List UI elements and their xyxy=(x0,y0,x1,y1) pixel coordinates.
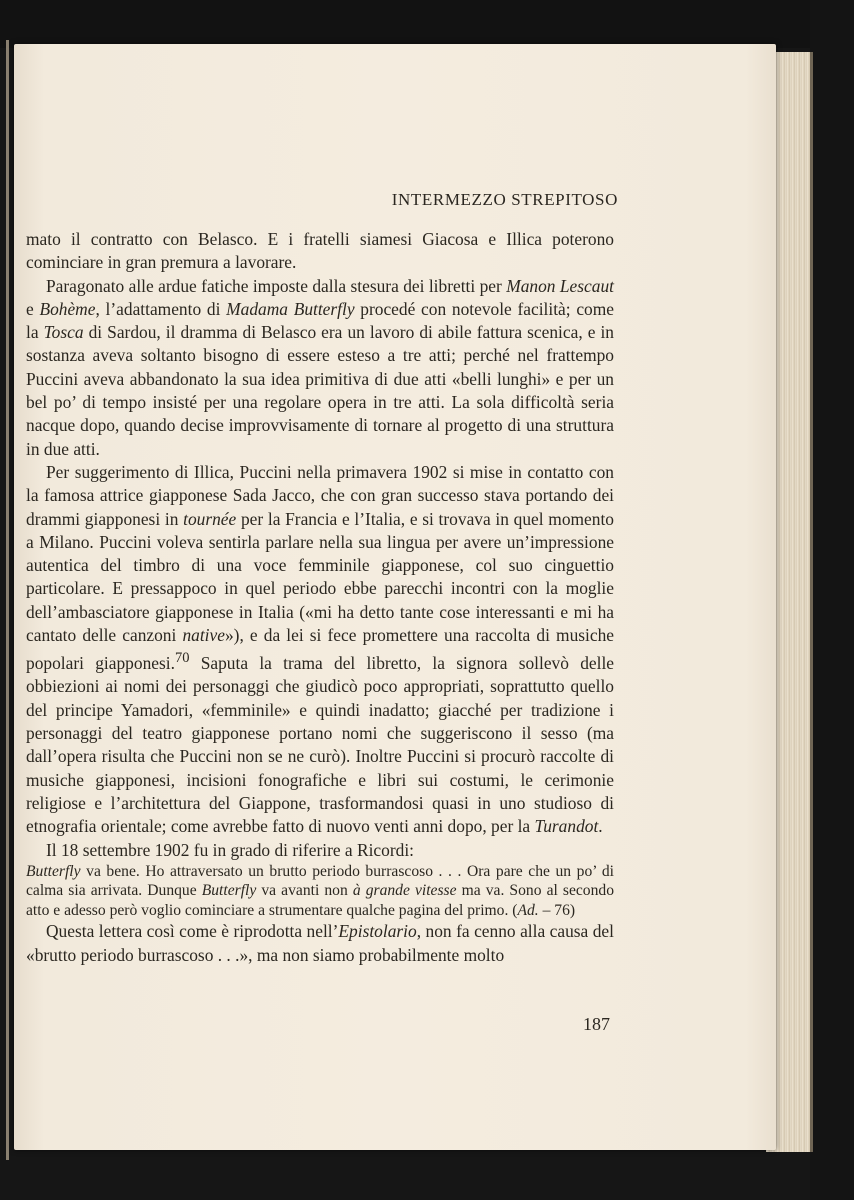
paragraph: Per suggerimento di Illica, Puccini nella primavera 1902 si mise in contatto con la famosa attrice giapponese Sada Jacco, che con gran successo stava portando dei drammi giapponesi in tournée per la Francia e l’Italia, e si trovava in quel momento a Milano. Puccini voleva sentirla parlare nella sua lingua per avere un’impressione autentica del timbro di una voce femminile giapponese, col suo cinguettio particolare. E pressappoco in quel periodo ebbe parecchi incontri con la moglie dell’ambasciatore giapponese in Italia («mi ha detto tante cose interessanti e mi ha cantato delle canzoni native»), e da lei si fece promettere una raccolta di musiche popolari giapponesi.$^{70}$ Saputa la trama del libretto, la signora sollevò delle obbiezioni ai nomi dei personaggi che giudicò poco appropriati, soprattutto quello del principe Yamadori, «femminile» e quindi inadatto; giacché per tradizione i personaggi del teatro giapponese portano nomi che suggeriscono il sesso (ma dall’opera risulta che Puccini non se ne curò). Inoltre Puccini si procurò raccolte di musiche giapponesi, incisioni fonografiche e libri sui costumi, le cerimonie religiose e l’architettura del Giappone, trasformandosi quasi in uno studioso di etnografia orientale; come avrebbe fatto di nuovo venti anni dopo, per la Turandot. xyxy=(26,461,615,837)
page-number: 187 xyxy=(583,1014,610,1034)
paragraph: Il 18 settembre 1902 fu in grado di riferire a Ricordi: xyxy=(46,839,414,860)
book-spine-edge xyxy=(6,40,9,1160)
paragraph: Paragonato alle ardue fatiche imposte dalla stesura dei libretti per Manon Lescaut e Bohème, l’adattamento di Madama Butterfly procedé con notevole facilità; come la Tosca di Sardou, il dramma di Belasco era un lavoro di abile fattura scenica, e in sostanza aveva soltanto bisogno di essere esteso a tre atti; perché nel frattempo Puccini aveva abbandonato la sua idea primitiva di due atti «belli lunghi» e per un bel po’ di tempo insisté per una regolare opera in tre atti. La sola difficoltà seria nacque dopo, quando decise improvvisamente di tornare al progetto di una struttura in due atti. xyxy=(26,275,614,459)
paragraph: Questa lettera così come è riprodotta nell’Epistolario, non fa cenno alla causa del «brutto periodo burrascoso . . .», ma non siamo probabilmente molto xyxy=(26,921,614,965)
block-quote: Butterfly va bene. Ho attraversato un brutto periodo burrascoso . . . Ora pare che un po’ di calma sia arrivata. Dunque Butterfly va avanti non à grande vitesse ma va. Sono al secondo atto e adesso però voglio cominciare a strumentare qualche pagina del primo. (Ad. – 76) xyxy=(26,862,614,919)
background-dark-right xyxy=(810,0,854,1200)
background-dark-top xyxy=(0,0,854,48)
body-text xyxy=(26,228,614,967)
paragraph: mato il contratto con Belasco. E i fratelli siamesi Giacosa e Illica poterono cominciare in gran premura a lavorare. xyxy=(26,229,614,273)
running-header: INTERMEZZO STREPITOSO xyxy=(391,190,618,209)
